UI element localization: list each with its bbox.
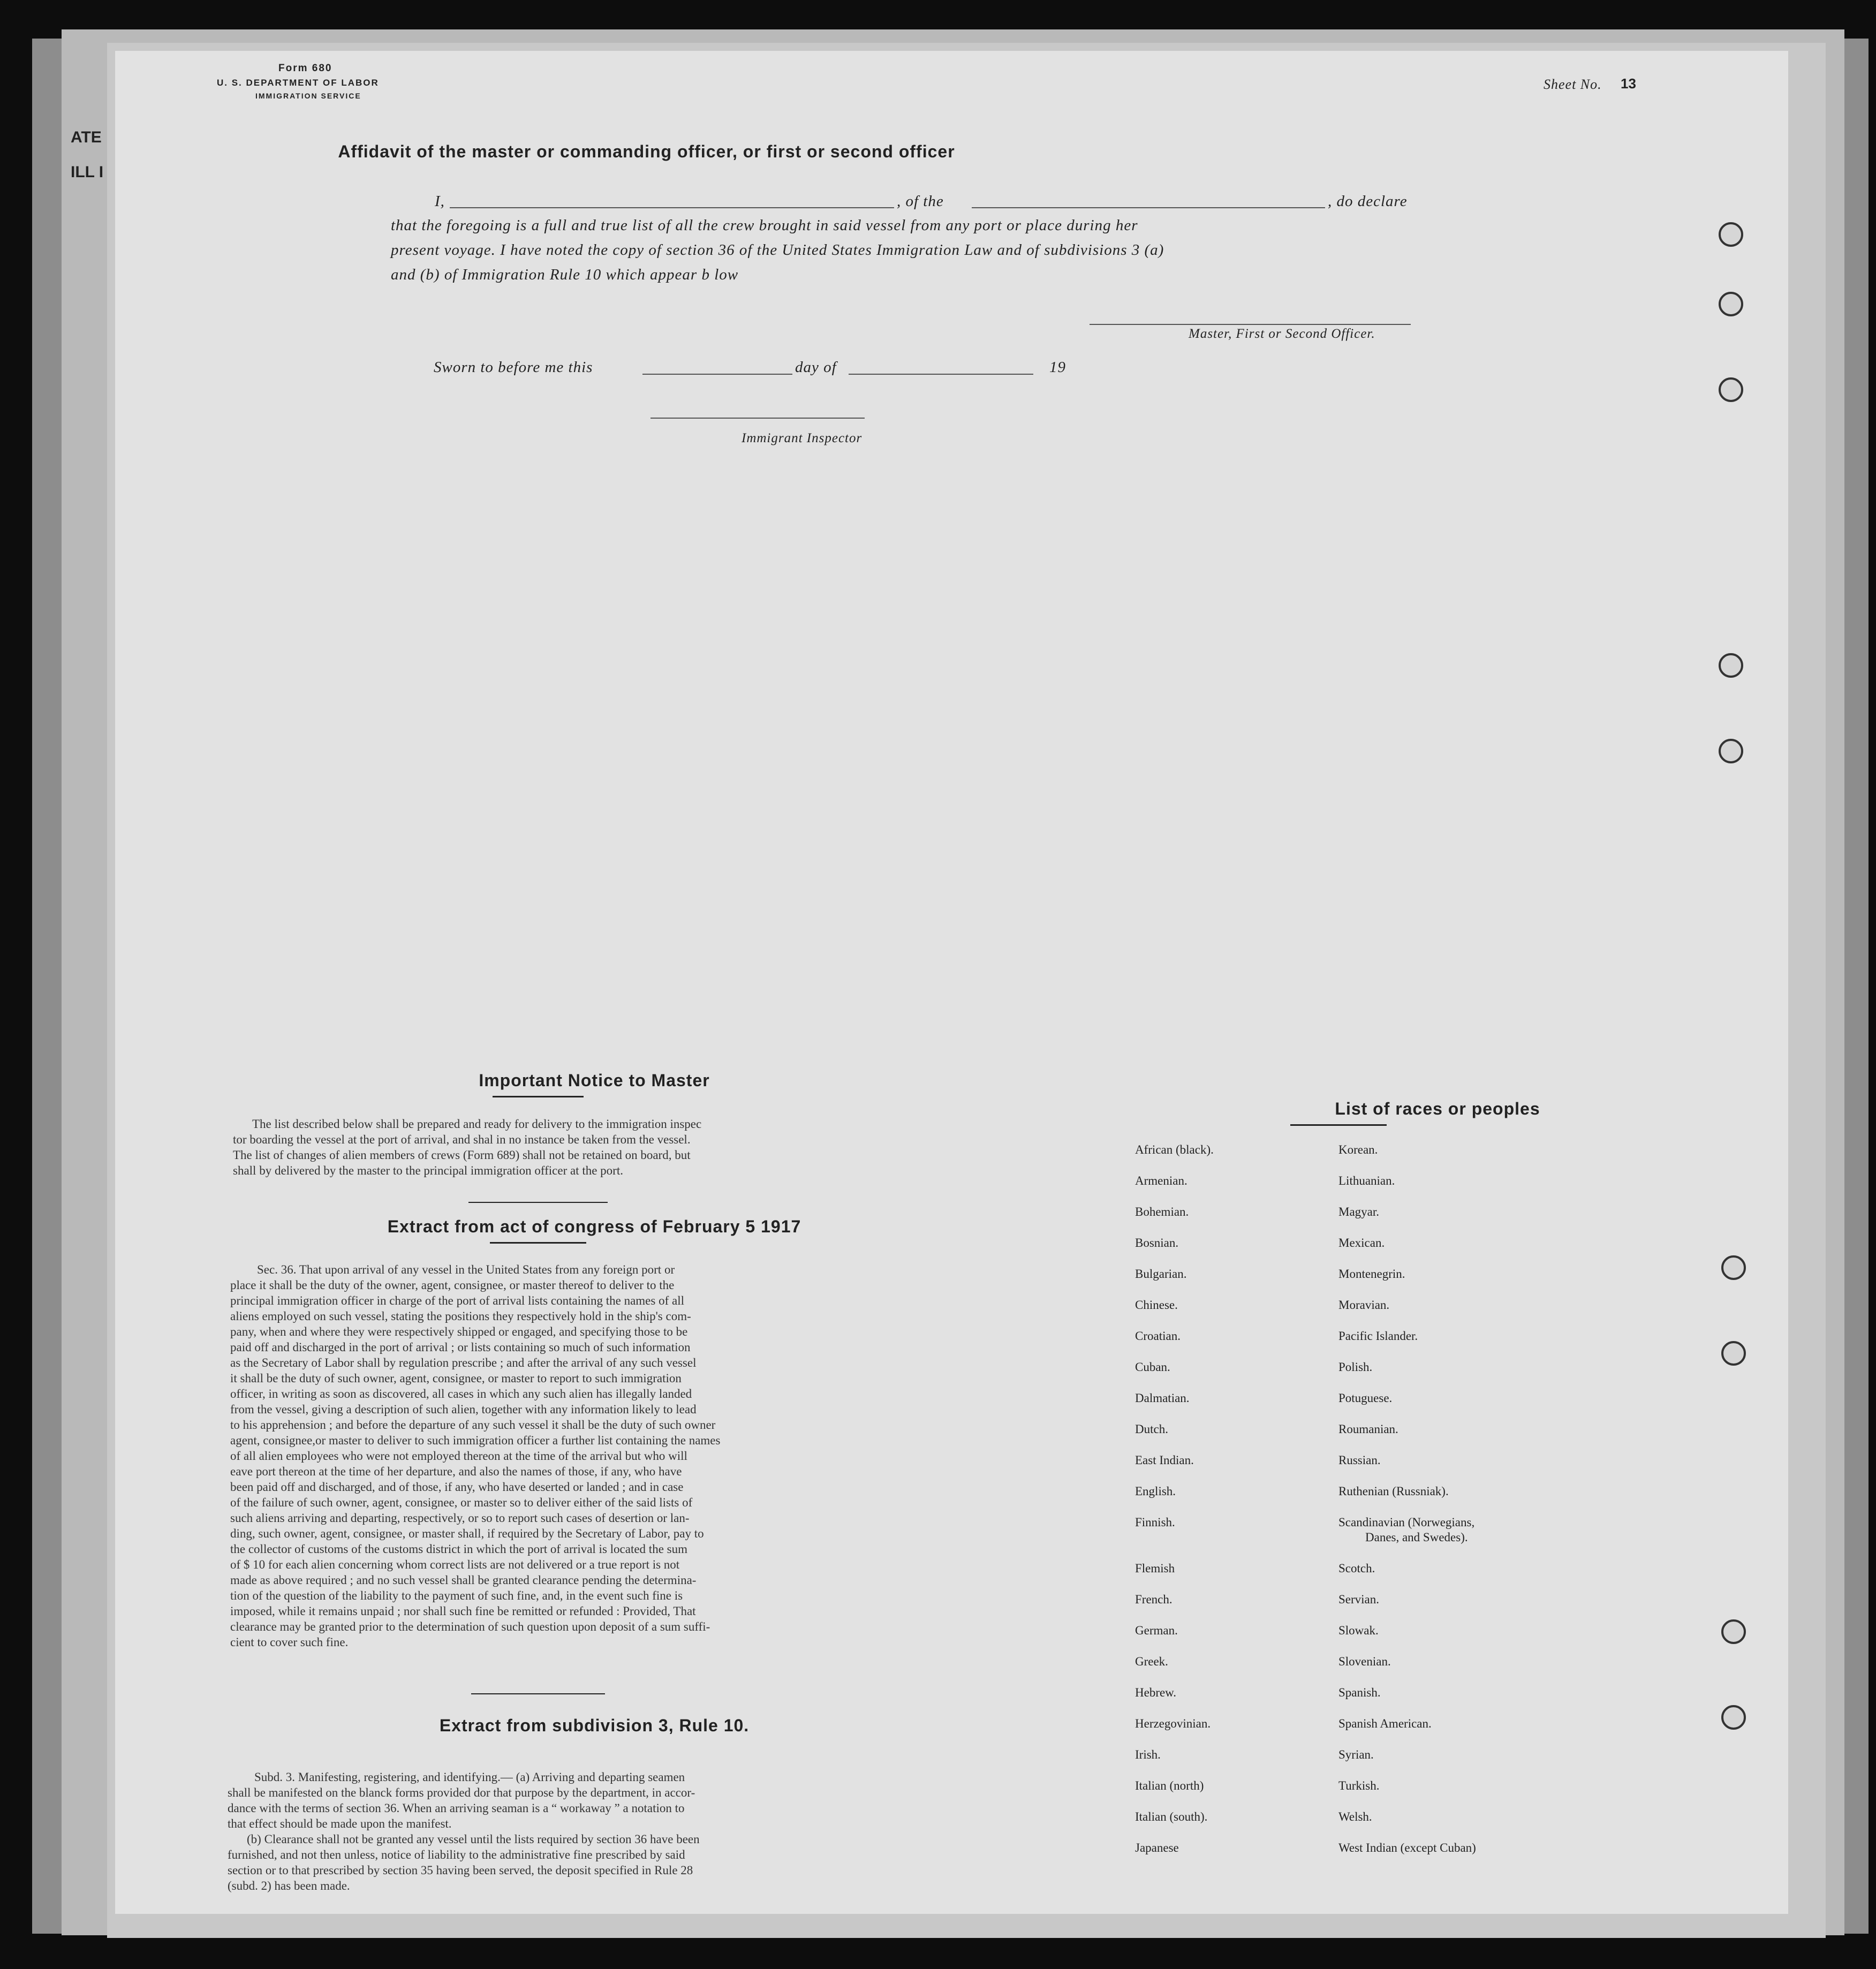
notice-title: Important Notice to Master [479,1071,710,1090]
race-item: Korean. [1338,1143,1378,1156]
form-number: Form 680 [278,63,332,74]
affidavit-i: I, [435,193,445,210]
rule-line: (b) Clearance shall not be granted any vessel until the lists required by section 36 have been [247,1832,700,1846]
act-line: cient to cover such fine. [230,1635,349,1649]
rule-line: section or to that prescribed by section 35 having been served, the deposit specified in Rule 28 [228,1864,693,1877]
affidavit-declare: , do declare [1328,193,1408,210]
rule-line: (subd. 2) has been made. [228,1879,350,1892]
race-item: Welsh. [1338,1810,1372,1823]
race-item: Chinese. [1135,1298,1178,1312]
act-line: of $ 10 for each alien concerning whom correct lists are not delivered or a true report is not [230,1558,680,1571]
race-item: Greek. [1135,1655,1168,1668]
act-line: the collector of customs of the customs district in which the port of arrival is located the sum [230,1542,687,1556]
sheet-label: Sheet No. [1544,77,1602,92]
race-item: Dalmatian. [1135,1391,1190,1405]
notice-body [233,1116,964,1178]
race-item: Servian. [1338,1593,1380,1606]
signature-line [1090,324,1411,325]
race-item: West Indian (except Cuban) [1338,1841,1476,1854]
act-line: Sec. 36. That upon arrival of any vessel in the United States from any foreign port or [257,1263,675,1276]
act-line: of all alien employees who were not employed thereon at the time of the arrival but who will [230,1449,687,1463]
race-item: French. [1135,1593,1172,1606]
day-blank [642,374,792,375]
title-rule [490,1242,586,1244]
binder-hole [1721,1619,1746,1644]
act-line: as the Secretary of Labor shall by regulation prescribe ; and after the arrival of any such vessel [230,1356,697,1369]
race-item: Spanish American. [1338,1717,1432,1730]
race-item: Bohemian. [1135,1205,1189,1218]
sworn-label: Sworn to before me this [434,359,593,376]
act-line: ding, such owner, agent, consignee, or master shall, if required by the Secretary of Labor, pay to [230,1527,704,1540]
section-rule [468,1202,608,1203]
month-blank [849,374,1033,375]
race-item: Spanish. [1338,1686,1381,1699]
rule-extract-body [228,1769,961,1894]
act-line: to his apprehension ; and before the departure of any such vessel it shall be the duty of such owner [230,1418,716,1432]
department-name: U. S. DEPARTMENT OF LABOR [217,78,379,88]
race-item: Bosnian. [1135,1236,1179,1249]
race-item: Roumanian. [1338,1422,1398,1436]
act-line: officer, in writing as soon as discovered, all cases in which any such alien has illegally landed [230,1387,692,1400]
race-item: Dutch. [1135,1422,1168,1436]
binder-hole [1721,1341,1746,1366]
race-item: Turkish. [1338,1779,1380,1792]
race-item: Scandinavian (Norwegians, [1338,1516,1475,1529]
binder-hole [1721,1255,1746,1280]
act-line: such aliens arriving and departing, respectively, or so to report such cases of desertion or lan- [230,1511,690,1525]
race-item: Montenegrin. [1338,1267,1405,1281]
affidavit-line-3: present voyage. I have noted the copy of section 36 of the United States Immigration Law and of subdivisions 3 (a) [391,241,1164,259]
race-item: Bulgarian. [1135,1267,1187,1281]
race-item: Irish. [1135,1748,1161,1761]
act-extract-title: Extract from act of congress of February 5 1917 [387,1217,801,1236]
race-item: Pacific Islander. [1338,1329,1418,1343]
race-item: Cuban. [1135,1360,1170,1374]
race-item: Moravian. [1338,1298,1390,1312]
race-item: Finnish. [1135,1516,1175,1529]
race-item: Ruthenian (Russniak). [1338,1485,1449,1498]
affidavit-of-the: , of the [897,193,944,210]
notice-line: shall by delivered by the master to the principal immigration officer at the port. [233,1164,623,1177]
edge-fragment-top: ATE [71,128,102,146]
binder-hole [1721,1705,1746,1730]
rule-extract-title: Extract from subdivision 3, Rule 10. [439,1716,750,1735]
race-item: Italian (north) [1135,1779,1204,1792]
rule-line: Subd. 3. Manifesting, registering, and identifying.— (a) Arriving and departing seamen [254,1770,685,1784]
act-line: clearance may be granted prior to the determination of such question upon deposit of a sum suffi- [230,1620,710,1633]
race-item: African (black). [1135,1143,1214,1156]
race-item: English. [1135,1485,1176,1498]
name-blank [450,207,894,208]
act-line: made as above required ; and no such vessel shall be granted clearance pending the determina- [230,1573,697,1587]
edge-fragment-bottom: ILL I [71,163,104,181]
sheet-number: 13 [1621,75,1636,92]
act-line: aliens employed on such vessel, stating the positions they respectively hold in the ship's com- [230,1309,691,1323]
document-page [115,51,1788,1914]
act-line: of the failure of such owner, agent, consignee, or master so to deliver either of the said lists of [230,1496,693,1509]
notice-line: tor boarding the vessel at the port of arrival, and shal in no instance be taken from the vessel. [233,1133,691,1146]
race-item: Armenian. [1135,1174,1187,1187]
race-item: Hebrew. [1135,1686,1177,1699]
act-line: principal immigration officer in charge of the port of arrival lists containing the names of all [230,1294,684,1307]
rule-line: furnished, and not then unless, notice of liability to the administrative fine prescribed by said [228,1848,685,1861]
affidavit-line-4: and (b) of Immigration Rule 10 which appear b low [391,266,739,283]
race-item: Russian. [1338,1453,1381,1467]
race-item: Polish. [1338,1360,1373,1374]
year-prefix: 19 [1049,359,1066,376]
binder-hole [1719,222,1743,247]
act-line: place it shall be the duty of the owner, agent, consignee, or master thereof to deliver to the [230,1278,675,1292]
race-item: Slovenian. [1338,1655,1391,1668]
act-line: been paid off and discharged, and of those, if any, who have deserted or landed ; and in case [230,1480,684,1494]
binder-hole [1719,653,1743,678]
race-item: East Indian. [1135,1453,1194,1467]
rule-line: that effect should be made upon the manifest. [228,1817,452,1830]
inspector-label: Immigrant Inspector [742,431,863,445]
act-line: imposed, while it remains unpaid ; nor shall such fine be remitted or refunded : Provided, That [230,1604,696,1618]
signature-label: Master, First or Second Officer. [1189,327,1375,341]
race-item: Herzegovinian. [1135,1717,1211,1730]
title-rule [1290,1124,1387,1126]
act-line: paid off and discharged in the port of arrival ; or lists containing so much of such information [230,1341,691,1354]
race-item: Italian (south). [1135,1810,1208,1823]
binder-hole [1719,739,1743,763]
act-line: tion of the question of the liability to the payment of such fine, and, in the event such fine is [230,1589,683,1602]
affidavit-line-2: that the foregoing is a full and true list of all the crew brought in said vessel from any port or place during her [391,217,1138,234]
binder-hole [1719,292,1743,316]
race-item: Japanese [1135,1841,1179,1854]
act-line: eave port thereon at the time of her departure, and also the names of those, if any, who have [230,1465,682,1478]
race-item: Syrian. [1338,1748,1374,1761]
race-item: Mexican. [1338,1236,1385,1249]
race-item: Lithuanian. [1338,1174,1395,1187]
race-item: Croatian. [1135,1329,1181,1343]
race-item: Flemish [1135,1562,1175,1575]
act-line: from the vessel, giving a description of such alien, together with any information likely to lead [230,1403,697,1416]
race-item: Slowak. [1338,1624,1379,1637]
act-extract-body [230,1262,961,1650]
race-item: Magyar. [1338,1205,1380,1218]
act-line: pany, when and where they were respectively shipped or engaged, and specifying those to be [230,1325,688,1338]
race-item: German. [1135,1624,1178,1637]
title-rule [493,1096,584,1097]
rule-line: shall be manifested on the blanck forms provided dor that purpose by the department, in accor- [228,1786,695,1799]
races-title: List of races or peoples [1335,1099,1540,1118]
section-rule [471,1693,605,1694]
act-line: it shall be the duty of such owner, agent, consignee, or master to report to such immigration [230,1372,682,1385]
notice-line: The list of changes of alien members of crews (Form 689) shall not be retained on board, but [233,1148,691,1162]
act-line: agent, consignee,or master to deliver to such immigration officer a further list containing the names [230,1434,721,1447]
race-item-continuation: Danes, and Swedes). [1365,1531,1468,1544]
race-item: Scotch. [1338,1562,1375,1575]
affidavit-title: Affidavit of the master or commanding officer, or first or second officer [338,142,955,161]
day-of-label: day of [795,359,837,376]
vessel-blank [972,207,1325,208]
notice-line: The list described below shall be prepared and ready for delivery to the immigration inspec [252,1117,702,1131]
binder-hole [1719,377,1743,402]
race-item: Potuguese. [1338,1391,1393,1405]
rule-line: dance with the terms of section 36. When an arriving seaman is a “ workaway ” a notation to [228,1801,685,1815]
inspector-signature-line [650,418,865,419]
service-name: IMMIGRATION SERVICE [255,92,361,100]
